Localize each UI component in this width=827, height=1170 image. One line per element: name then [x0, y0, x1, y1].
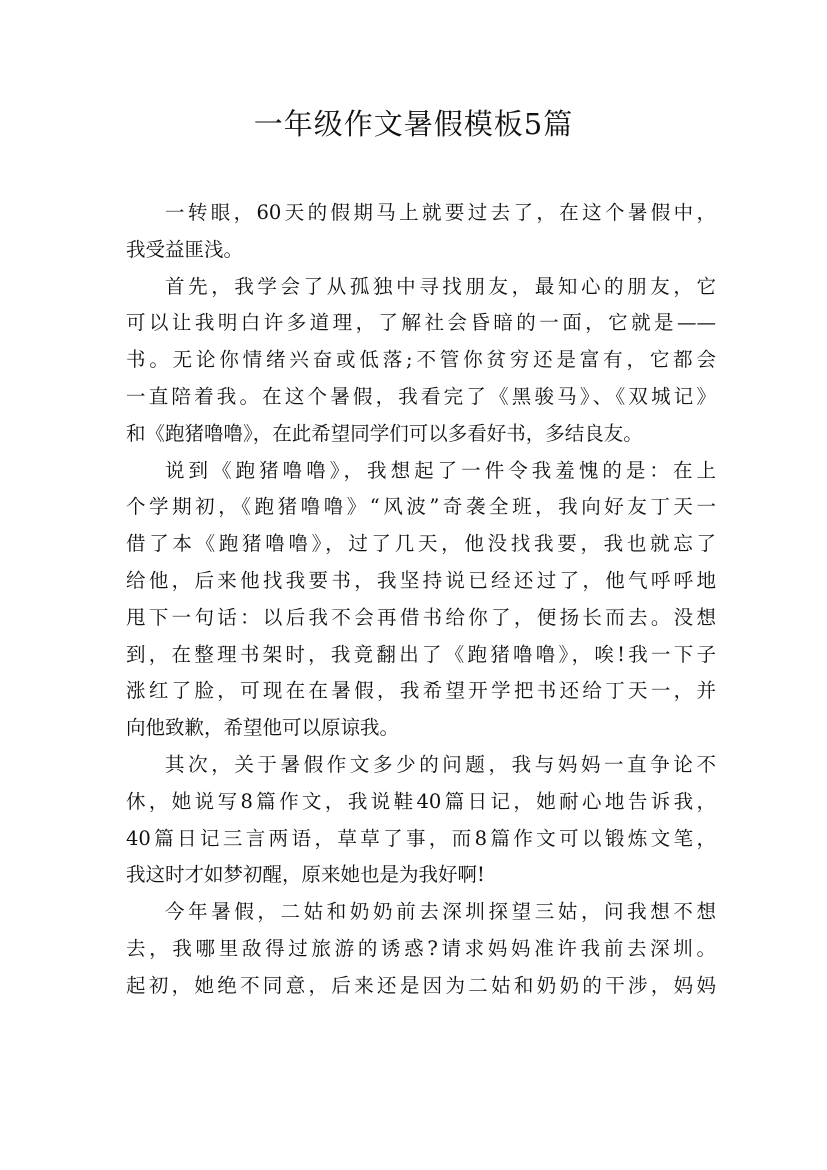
- text-line: 休，她说写8篇作文，我说鞋40篇日记，她耐心地告诉我，: [126, 789, 716, 813]
- text-line: 我这时才如梦初醒，原来她也是为我好啊!: [126, 863, 485, 887]
- text-line: 甩下一句话：以后我不会再借书给你了，便扬长而去。没想: [126, 605, 716, 629]
- text-line: 首先，我学会了从孤独中寻找朋友，最知心的朋友，它: [165, 274, 716, 298]
- text-line: 一转眼，60天的假期马上就要过去了，在这个暑假中，: [165, 201, 716, 224]
- document-body: [126, 195, 716, 1005]
- text-line: 和《跑猪噜噜》，在此希望同学们可以多看好书，多结良友。: [126, 421, 643, 445]
- text-line: 去，我哪里敌得过旅游的诱惑?请求妈妈准许我前去深圳。: [126, 936, 716, 960]
- document-title: 一年级作文暑假模板5篇: [253, 107, 574, 141]
- text-line: 40篇日记三言两语，草草了事，而8篇作文可以锻炼文笔，: [126, 826, 716, 850]
- text-line: 今年暑假，二姑和奶奶前去深圳探望三姑，问我想不想: [165, 900, 716, 924]
- text-line: 向他致歉，希望他可以原谅我。: [126, 716, 400, 740]
- text-line: 书。无论你情绪兴奋或低落;不管你贫穷还是富有，它都会: [126, 348, 716, 372]
- text-line: 说到《跑猪噜噜》，我想起了一件令我羞愧的是：在上: [165, 458, 716, 482]
- text-line: 个学期初，《跑猪噜噜》“风波”奇袭全班，我向好友丁天一: [126, 495, 716, 519]
- text-line: 其次，关于暑假作文多少的问题，我与妈妈一直争论不: [165, 752, 716, 776]
- text-line: 可以让我明白许多道理，了解社会昏暗的一面，它就是——: [126, 311, 716, 335]
- text-line: 涨红了脸，可现在在暑假，我希望开学把书还给丁天一，并: [126, 679, 716, 703]
- text-line: 借了本《跑猪噜噜》，过了几天，他没找我要，我也就忘了: [126, 532, 716, 556]
- text-line: 一直陪着我。在这个暑假，我看完了《黑骏马》、《双城记》: [126, 384, 716, 408]
- text-line: 起初，她绝不同意，后来还是因为二姑和奶奶的干涉，妈妈: [126, 973, 716, 997]
- text-line: 到，在整理书架时，我竟翻出了《跑猪噜噜》，唉!我一下子: [126, 642, 716, 666]
- text-line: 我受益匪浅。: [126, 237, 244, 261]
- text-line: 给他，后来他找我要书，我坚持说已经还过了，他气呼呼地: [126, 568, 716, 592]
